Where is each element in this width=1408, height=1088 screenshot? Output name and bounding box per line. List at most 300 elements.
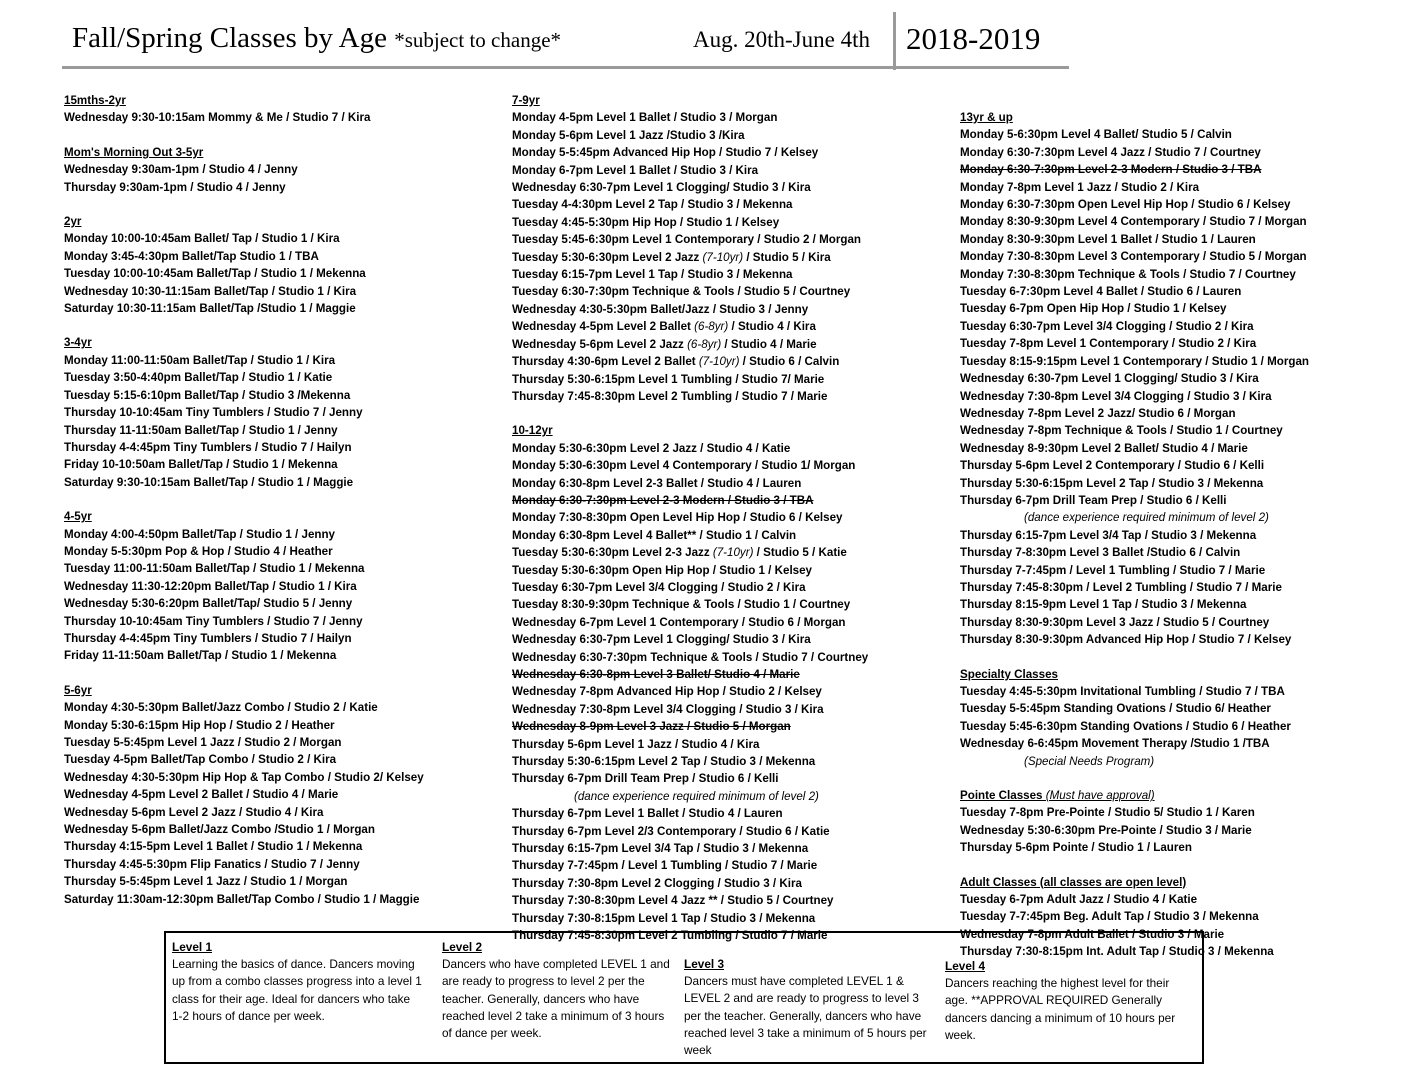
class-listing [512,475,868,492]
class-listing-text: Thursday 5-5:45pm Level 1 Jazz / Studio 1 / Morgan [64,875,348,889]
class-listing-text: Monday 10:00-10:45am Ballet/ Tap / Studio 1 / Kira [64,232,340,246]
legend-level-3-title: Level 3 [684,957,725,971]
class-listing [512,544,868,561]
section-heading [960,109,1309,126]
class-listing [512,231,868,248]
class-listing-text: Thursday 9:30am-1pm / Studio 4 / Jenny [64,180,286,194]
class-listing [64,422,424,439]
class-listing-text: Wednesday 7:30-8pm Level 3/4 Clogging / Studio 3 / Kira [960,389,1272,403]
class-age-note: (7-10yr) [702,250,744,264]
class-listing-text: Wednesday 5-6pm Level 2 Jazz / Studio 4 / Kira [64,805,324,819]
section-heading-label: 4-5yr [64,510,92,524]
class-listing-text-after: / Studio 4 / Kira [728,320,816,334]
season-year: 2018-2019 [906,21,1041,56]
section-heading [64,508,424,525]
class-listing-text: Tuesday 8:30-9:30pm Technique & Tools / Studio 1 / Courtney [512,598,851,612]
class-listing-text: Tuesday 5:45-6:30pm Level 1 Contemporary / Studio 2 / Morgan [512,233,861,247]
class-section [960,787,1309,857]
class-listing-text: Wednesday 8-9pm Level 3 Jazz / Studio 5 / Morgan [512,720,791,734]
section-heading [64,144,424,161]
class-listing-text: Thursday 8:15-9pm Level 1 Tap / Studio 3 / Mekenna [960,598,1247,612]
column-teen-adult-specialty [960,109,1309,978]
class-listing-text: Tuesday 5-5:45pm Level 1 Jazz / Studio 2 / Morgan [64,736,342,749]
class-listing [64,526,424,543]
section-heading [960,666,1309,683]
class-listing-text: Thursday 4:45-5:30pm Flip Fanatics / Studio 7 / Jenny [64,857,360,871]
class-section [64,508,424,665]
class-listing-text: Wednesday 5:30-6:20pm Ballet/Tap/ Studio 5 / Jenny [64,597,353,611]
title-text: Fall/Spring Classes by Age [72,22,387,54]
class-listing [64,248,424,265]
class-listing [512,249,868,266]
class-listing [512,144,868,161]
class-listing-text: Thursday 7-8:30pm Level 3 Ballet /Studio 6 / Calvin [960,546,1241,560]
class-listing-text: Monday 7:30-8:30pm Level 3 Contemporary / Studio 5 / Morgan [960,250,1307,264]
class-listing [960,908,1309,925]
class-listing-text: Monday 6:30-8pm Level 4 Ballet** / Studio 1 / Calvin [512,528,797,542]
class-listing-text: Monday 5:30-6:30pm Level 2 Jazz / Studio 4 / Katie [512,441,791,455]
class-listing-text: Wednesday 6-6:45pm Movement Therapy /Studio 1 /TBA [960,737,1270,751]
class-listing [960,231,1309,248]
class-listing-text: Wednesday 5:30-6:30pm Pre-Pointe / Studio 3 / Marie [960,823,1252,837]
class-listing-text: Thursday 5-6pm Pointe / Studio 1 / Lauren [960,841,1192,855]
legend-level-2-title: Level 2 [442,940,483,954]
class-listing [960,213,1309,230]
class-listing [64,786,424,803]
class-listing [64,387,424,404]
class-listing [512,701,868,718]
class-listing-text: Tuesday 4-5pm Ballet/Tap Combo / Studio 2 / Kira [64,753,337,767]
class-listing-text: Wednesday 6:30-8pm Level 3 Ballet/ Studio 4 / Marie [512,668,800,681]
class-listing [64,560,424,577]
legend-level-3-text: Dancers must have completed LEVEL 1 & LEVEL 2 and are ready to progress to level 3 per the teacher. Generally, dancers who have reached level 3 take a minimum of 5 hours per week [684,974,927,1058]
class-listing-text: Tuesday 5:15-6:10pm Ballet/Tap / Studio 3 /Mekenna [64,388,351,402]
class-listing [960,839,1309,856]
class-listing [960,614,1309,631]
class-listing [512,509,868,526]
class-listing-text: Tuesday 7-8pm Pre-Pointe / Studio 5/ Studio 1 / Karen [960,806,1255,820]
class-listing-text: Thursday 6-7pm Drill Team Prep / Studio 6 / Kelli [512,772,779,786]
section-heading-label: Mom's Morning Out 3-5yr [64,145,204,159]
class-listing [960,527,1309,544]
class-listing-text: Tuesday 5:30-6:30pm Level 2 Jazz [512,250,703,264]
class-listing-text: Wednesday 6:30-7pm Level 1 Clogging/ Studio 3 / Kira [960,372,1259,386]
class-listing-text: Thursday 4-4:45pm Tiny Tumblers / Studio 7 / Hailyn [64,631,352,645]
class-listing [512,805,868,822]
class-listing [960,440,1309,457]
class-listing-text-after: / Studio 5 / Katie [753,546,847,560]
class-listing [512,214,868,231]
class-listing [512,718,868,735]
class-listing [512,127,868,144]
class-listing [960,405,1309,422]
class-listing-text: Thursday 4:30-6pm Level 2 Ballet [512,355,699,369]
class-listing [512,596,868,613]
class-listing [960,335,1309,352]
class-listing [960,388,1309,405]
class-section [960,666,1309,770]
class-listing [64,734,424,751]
class-listing-text: Thursday 11-11:50am Ballet/Tap / Studio 1 / Jenny [64,423,338,437]
class-listing [512,301,868,318]
class-listing-text: Monday 8:30-9:30pm Level 4 Contemporary / Studio 7 / Morgan [960,215,1307,229]
class-listing [64,630,424,647]
class-listing-text: Tuesday 7-8pm Level 1 Contemporary / Studio 2 / Kira [960,337,1257,351]
class-listing [64,404,424,421]
class-listing-text: Thursday 6:15-7pm Level 3/4 Tap / Studio 3 / Mekenna [960,528,1257,542]
class-listing [512,823,868,840]
class-listing-text: Thursday 7-7:45pm / Level 1 Tumbling / Studio 7 / Marie [512,859,818,873]
class-listing-text: Thursday 8:30-9:30pm Level 3 Jazz / Studio 5 / Courtney [960,615,1270,629]
legend-level-2 [442,939,672,1042]
class-listing-text: Thursday 7:45-8:30pm Level 2 Tumbling / Studio 7 / Marie [512,929,828,943]
class-listing-text: Thursday 6-7pm Drill Team Prep / Studio 6 / Kelli [960,493,1227,507]
class-listing-text: Wednesday 9:30am-1pm / Studio 4 / Jenny [64,163,298,177]
class-listing-text: Wednesday 9:30-10:15am Mommy & Me / Studio 7 / Kira [64,111,371,125]
class-listing [960,631,1309,648]
class-listing [64,456,424,473]
legend-level-1-text: Learning the basics of dance. Dancers moving up from a combo classes progress into a level 1 class for their age. Ideal for dancers who take 1-2 hours of dance per week. [172,957,422,1023]
class-listing-text: Saturday 10:30-11:15am Ballet/Tap /Studio 1 / Maggie [64,302,356,316]
class-listing-text: Tuesday 6:30-7pm Level 3/4 Clogging / Studio 2 / Kira [512,580,806,594]
class-listing [64,300,424,317]
class-listing-text: Friday 11-11:50am Ballet/Tap / Studio 1 / Mekenna [64,649,337,663]
class-age-note: (6-8yr) [694,320,729,334]
class-section [64,213,424,317]
class-section [64,92,424,127]
class-listing [512,318,868,335]
class-listing [512,492,868,509]
section-heading [64,92,424,109]
class-listing [64,179,424,196]
class-listing [960,735,1309,752]
class-listing [64,265,424,282]
class-listing-text: Monday 7:30-8:30pm Technique & Tools / Studio 7 / Courtney [960,267,1296,281]
class-listing [512,857,868,874]
legend-level-1-title: Level 1 [172,940,213,954]
class-listing-text: Thursday 5-6pm Level 2 Contemporary / Studio 6 / Kelli [960,459,1265,473]
class-listing-text: Thursday 7-7:45pm / Level 1 Tumbling / Studio 7 / Marie [960,563,1266,577]
class-listing [64,821,424,838]
class-listing-text: Tuesday 5:45-6:30pm Standing Ovations / Studio 6 / Heather [960,719,1291,733]
class-listing-text-after: / Studio 4 / Marie [721,337,817,351]
class-listing-text: Thursday 7:45-8:30pm Level 2 Tumbling / Studio 7 / Marie [512,389,828,403]
class-listing-text: Monday 7-8pm Level 1 Jazz / Studio 2 / Kira [960,180,1200,194]
class-listing-text: Saturday 11:30am-12:30pm Ballet/Tap Combo / Studio 1 / Maggie [64,892,420,906]
class-listing-text: Monday 5-6:30pm Level 4 Ballet/ Studio 5 / Calvin [960,128,1232,142]
section-heading-label: Pointe Classes [960,789,1043,803]
section-heading-label: 7-9yr [512,94,540,107]
section-heading-label: 10-12yr [512,424,553,438]
class-listing [512,440,868,457]
class-listing [512,266,868,283]
class-listing-text-after: / Studio 5 / Kira [743,250,831,264]
class-listing [960,475,1309,492]
class-section [512,92,868,405]
class-listing [512,562,868,579]
class-listing-text: Monday 6:30-8pm Level 2-3 Ballet / Studio 4 / Lauren [512,476,802,490]
class-listing-text: Wednesday 5-6pm Level 2 Jazz [512,337,688,351]
class-listing-text: Tuesday 6:30-7:30pm Technique & Tools / Studio 5 / Courtney [512,285,851,299]
class-section [512,422,868,944]
legend-level-4-title: Level 4 [945,959,986,973]
class-listing [960,144,1309,161]
class-listing [64,578,424,595]
section-heading-label: 2yr [64,215,82,229]
class-listing [512,179,868,196]
class-listing-text: Thursday 5:30-6:15pm Level 2 Tap / Studio 3 / Mekenna [960,476,1264,490]
class-listing [512,283,868,300]
class-listing-text: Tuesday 6-7:30pm Level 4 Ballet / Studio 6 / Lauren [960,285,1242,299]
class-listing [512,910,868,927]
class-listing-text: Wednesday 4-5pm Level 2 Ballet [512,320,695,334]
class-listing-text: Tuesday 6-7pm Open Hip Hop / Studio 1 / Kelsey [960,302,1227,316]
class-listing-text-after: / Studio 6 / Calvin [739,355,840,369]
class-listing-text: Thursday 5:30-6:15pm Level 1 Tumbling / Studio 7/ Marie [512,372,825,386]
class-listing [512,527,868,544]
class-listing [64,109,424,126]
class-listing [960,596,1309,613]
class-listing-text: Wednesday 6:30-7pm Level 1 Clogging/ Studio 3 / Kira [512,633,811,647]
class-listing [64,717,424,734]
class-listing-text: Wednesday 7-8pm Technique & Tools / Studio 1 / Courtney [960,424,1283,438]
class-listing-text: Thursday 5-6pm Level 1 Jazz / Studio 4 / Kira [512,737,760,751]
header-divider-horizontal [62,66,1069,69]
section-heading [64,213,424,230]
class-listing-text: Monday 5:30-6:30pm Level 4 Contemporary / Studio 1/ Morgan [512,459,856,473]
class-listing-text: Wednesday 6:30-7pm Level 1 Clogging/ Studio 3 / Kira [512,181,811,195]
class-listing-text: Thursday 6-7pm Level 1 Ballet / Studio 4 / Lauren [512,807,783,821]
class-requirement-note: (Special Needs Program) [1024,754,1155,768]
class-listing-text: Monday 7:30-8:30pm Open Level Hip Hop / Studio 6 / Kelsey [512,511,843,525]
class-listing-text: Thursday 5:30-6:15pm Level 2 Tap / Studio 3 / Mekenna [512,755,816,769]
class-listing [512,753,868,770]
class-requirement-note: (dance experience required minimum of level 2) [574,789,819,803]
class-listing [64,161,424,178]
class-listing-text: Wednesday 11:30-12:20pm Ballet/Tap / Studio 1 / Kira [64,579,357,593]
class-listing-text: Tuesday 10:00-10:45am Ballet/Tap / Studio 1 / Mekenna [64,267,366,281]
class-listing [64,804,424,821]
class-listing-text: Thursday 4-4:45pm Tiny Tumblers / Studio 7 / Hailyn [64,440,352,454]
class-listing [512,666,868,683]
class-listing-text: Tuesday 7-7:45pm Beg. Adult Tap / Studio 3 / Mekenna [960,910,1259,924]
class-listing-text: Tuesday 11:00-11:50am Ballet/Tap / Studio 1 / Mekenna [64,562,365,576]
section-heading [512,92,868,109]
class-listing-text: Tuesday 4:45-5:30pm Invitational Tumbling / Studio 7 / TBA [960,685,1285,698]
class-listing [64,856,424,873]
class-section [64,144,424,196]
class-listing-text: Wednesday 7-8pm Level 2 Jazz/ Studio 6 / Morgan [960,406,1236,420]
class-listing-text: Monday 3:45-4:30pm Ballet/Tap Studio 1 / TBA [64,249,319,263]
class-listing [64,647,424,664]
class-listing [512,840,868,857]
season-dates: Aug. 20th-June 4th [693,27,870,52]
class-listing-text: Tuesday 6:30-7pm Level 3/4 Clogging / Studio 2 / Kira [960,319,1254,333]
class-listing [960,457,1309,474]
column-younger-ages [64,92,424,925]
legend-level-3 [684,956,932,1059]
class-listing-text: Tuesday 5-5:45pm Standing Ovations / Studio 6/ Heather [960,702,1271,716]
class-listing-text: Monday 4-5pm Level 1 Ballet / Studio 3 / Morgan [512,111,778,125]
class-listing [960,353,1309,370]
class-listing [960,196,1309,213]
page-header [0,0,1408,75]
class-listing-text: Thursday 8:30-9:30pm Advanced Hip Hop / Studio 7 / Kelsey [960,633,1292,647]
legend-level-1 [172,939,422,1025]
class-listing [960,562,1309,579]
class-listing [512,371,868,388]
class-listing [64,769,424,786]
class-listing-text: Tuesday 6:15-7pm Level 1 Tap / Studio 3 / Mekenna [512,268,793,282]
class-listing [64,369,424,386]
section-heading [64,682,424,699]
class-listing [64,873,424,890]
class-listing [960,248,1309,265]
class-listing-text: Wednesday 10:30-11:15am Ballet/Tap / Studio 1 / Kira [64,284,357,298]
class-listing [960,683,1309,700]
class-listing [512,892,868,909]
class-listing [960,579,1309,596]
class-listing [512,683,868,700]
class-listing [64,699,424,716]
section-heading-note: (Must have approval) [1042,789,1155,803]
section-heading-label: Adult Classes (all classes are open level) [960,875,1187,889]
class-listing [960,492,1309,509]
section-heading-label: 5-6yr [64,683,92,697]
class-listing [64,474,424,491]
class-section [64,682,424,908]
class-listing [512,649,868,666]
class-listing [64,439,424,456]
class-listing-text: Thursday 7:30-8pm Level 2 Clogging / Studio 3 / Kira [512,876,802,890]
section-heading [960,787,1309,804]
class-listing-text: Thursday 7:30-8:30pm Level 4 Jazz ** / Studio 5 / Courtney [512,894,834,908]
section-heading-label: Specialty Classes [960,667,1058,681]
class-listing-text: Monday 5-5:30pm Pop & Hop / Studio 4 / Heather [64,544,333,558]
subtitle-text: *subject to change* [394,28,562,52]
legend-level-4-text: Dancers reaching the highest level for their age. **APPROVAL REQUIRED Generally dancers dancing a minimum of 10 hours per week. [945,976,1176,1042]
class-listing [960,318,1309,335]
class-listing [960,179,1309,196]
class-listing-text: Monday 5:30-6:15pm Hip Hop / Studio 2 / Heather [64,718,335,732]
section-heading [960,874,1309,891]
class-listing [512,388,868,405]
class-listing [960,700,1309,717]
class-listing-text: Friday 10-10:50am Ballet/Tap / Studio 1 / Mekenna [64,458,338,472]
level-legend-box [164,931,1204,1064]
legend-level-4 [945,958,1193,1044]
class-listing [960,891,1309,908]
class-listing [512,196,868,213]
class-section [64,334,424,491]
class-listing-text: Monday 5-6pm Level 1 Jazz /Studio 3 /Kira [512,128,745,142]
class-listing-text: Monday 8:30-9:30pm Level 1 Ballet / Studio 1 / Lauren [960,232,1256,246]
class-listing [960,422,1309,439]
class-listing [512,579,868,596]
class-listing-text: Tuesday 3:50-4:40pm Ballet/Tap / Studio 1 / Katie [64,371,333,385]
class-listing-text: Tuesday 4-4:30pm Level 2 Tap / Studio 3 / Mekenna [512,198,793,212]
header-divider-vertical [893,12,896,70]
class-listing [512,614,868,631]
class-age-note: (7-10yr) [712,546,754,560]
class-listing [512,631,868,648]
section-heading [64,334,424,351]
class-section [960,109,1309,649]
class-listing [960,161,1309,178]
section-heading [512,422,868,439]
class-listing [960,822,1309,839]
class-listing-text: Tuesday 5:30-6:30pm Open Hip Hop / Studio 1 / Kelsey [512,563,813,577]
class-listing-text: Wednesday 4:30-5:30pm Ballet/Jazz / Studio 3 / Jenny [512,302,809,316]
class-listing-text: Monday 6-7pm Level 1 Ballet / Studio 3 / Kira [512,163,759,177]
class-age-note: (7-10yr) [698,355,740,369]
class-listing-text: Wednesday 7-8pm Adult Ballet / Studio 3 / Marie [960,927,1225,941]
class-listing [64,838,424,855]
class-listing-text: Wednesday 6-7pm Level 1 Contemporary / Studio 6 / Morgan [512,615,846,629]
class-listing [960,804,1309,821]
class-listing [512,736,868,753]
class-listing-text: Saturday 9:30-10:15am Ballet/Tap / Studio 1 / Maggie [64,475,354,489]
class-listing-text: Tuesday 6-7pm Adult Jazz / Studio 4 / Katie [960,893,1198,907]
class-listing-text: Monday 6:30-7:30pm Level 2-3 Modern / Studio 3 / TBA [960,163,1262,177]
class-listing [64,751,424,768]
class-listing-text: Wednesday 7-8pm Advanced Hip Hop / Studio 2 / Kelsey [512,685,822,699]
class-listing [960,718,1309,735]
class-listing-text: Monday 4:00-4:50pm Ballet/Tap / Studio 1 / Jenny [64,527,336,541]
class-listing [512,770,868,787]
class-listing-text: Tuesday 4:45-5:30pm Hip Hop / Studio 1 / Kelsey [512,215,780,229]
class-listing [512,336,868,353]
class-requirement-note: (dance experience required minimum of level 2) [1024,511,1269,525]
class-listing-text: Thursday 10-10:45am Tiny Tumblers / Studio 7 / Jenny [64,614,363,628]
class-listing-text: Wednesday 8-9:30pm Level 2 Ballet/ Studio 4 / Marie [960,441,1248,455]
class-listing-text: Monday 4:30-5:30pm Ballet/Jazz Combo / Studio 2 / Katie [64,701,378,715]
class-listing-text: Tuesday 8:15-9:15pm Level 1 Contemporary / Studio 1 / Morgan [960,354,1309,368]
class-listing-text: Thursday 7:45-8:30pm / Level 2 Tumbling / Studio 7 / Marie [960,580,1282,594]
class-listing [960,544,1309,561]
class-listing-text: Thursday 4:15-5pm Level 1 Ballet / Studio 1 / Mekenna [64,840,363,854]
class-listing-text: Monday 6:30-7:30pm Level 4 Jazz / Studio 7 / Courtney [960,145,1261,159]
class-listing-text: Wednesday 4-5pm Level 2 Ballet / Studio 4 / Marie [64,788,339,802]
class-listing [512,353,868,370]
class-listing-text: Wednesday 4:30-5:30pm Hip Hop & Tap Combo / Studio 2/ Kelsey [64,770,424,784]
class-listing-text: Thursday 6-7pm Level 2/3 Contemporary / Studio 6 / Katie [512,824,830,838]
class-listing-text: Tuesday 5:30-6:30pm Level 2-3 Jazz [512,546,713,560]
class-listing-text: Thursday 10-10:45am Tiny Tumblers / Studio 7 / Jenny [64,406,363,420]
class-listing-text: Wednesday 5-6pm Ballet/Jazz Combo /Studio 1 / Morgan [64,823,375,837]
class-listing [960,300,1309,317]
section-heading-label: 3-4yr [64,336,92,350]
class-listing [64,595,424,612]
class-listing-text: Monday 11:00-11:50am Ballet/Tap / Studio 1 / Kira [64,353,336,367]
class-listing [64,543,424,560]
class-listing-text: Thursday 6:15-7pm Level 3/4 Tap / Studio 3 / Mekenna [512,842,809,856]
class-listing-text: Thursday 7:30-8:15pm Level 1 Tap / Studio 3 / Mekenna [512,911,816,925]
section-heading-label: 15mths-2yr [64,94,126,107]
class-listing-text: Wednesday 6:30-7:30pm Technique & Tools / Studio 7 / Courtney [512,650,869,664]
class-listing-text: Monday 6:30-7:30pm Open Level Hip Hop / Studio 6 / Kelsey [960,198,1291,212]
class-listing [512,457,868,474]
class-listing [960,266,1309,283]
class-listing [960,126,1309,143]
column-middle-ages [512,92,868,962]
class-listing-text: Monday 5-5:45pm Advanced Hip Hop / Studio 7 / Kelsey [512,146,819,160]
class-listing-text: Wednesday 7:30-8pm Level 3/4 Clogging / Studio 3 / Kira [512,702,824,716]
class-listing [960,283,1309,300]
class-listing [64,613,424,630]
section-heading-label: 13yr & up [960,111,1013,124]
class-listing [64,352,424,369]
